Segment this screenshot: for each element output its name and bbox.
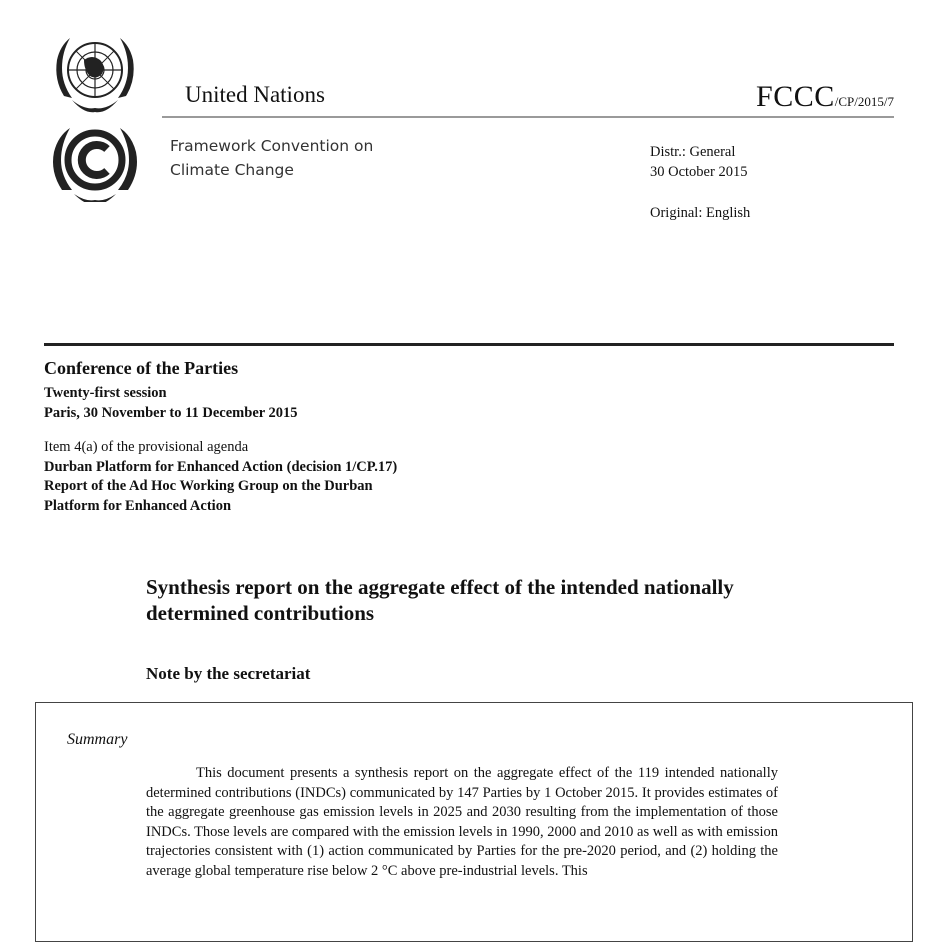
original-language: Original: English xyxy=(650,205,751,221)
distribution-block xyxy=(650,142,747,182)
summary-label: Summary xyxy=(67,731,128,748)
convention-line-1: Framework Convention on xyxy=(170,137,374,155)
symbol-sub: /CP/2015/7 xyxy=(834,94,894,109)
agenda-block xyxy=(44,438,397,516)
report-title: Synthesis report on the aggregate effect of the intended nationally determined contributions xyxy=(146,575,734,625)
session-block xyxy=(44,383,298,423)
session-place-dates: Paris, 30 November to 11 December 2015 xyxy=(44,405,298,421)
distribution: Distr.: General xyxy=(650,144,736,160)
convention-line-2: Climate Change xyxy=(170,161,294,179)
organization-name: United Nations xyxy=(185,82,325,107)
agenda-title-line-2: Report of the Ad Hoc Working Group on the Durban xyxy=(44,478,373,494)
agenda-title-line-1: Durban Platform for Enhanced Action (decision 1/CP.17) xyxy=(44,458,398,475)
un-emblem-icon xyxy=(44,30,146,116)
header-rule xyxy=(162,116,894,118)
symbol-main: FCCC xyxy=(756,80,835,113)
agenda-title-line-3: Platform for Enhanced Action xyxy=(44,497,232,514)
summary-paragraph: This document presents a synthesis report on the aggregate effect of the 119 intended nationally determined contributions (INDCs) communicated by 147 Parties by 1 October 2015. It provides estimates of the aggregate greenhouse gas emission levels in 2025 and 2030 resulting from the implementation of those INDCs. Those levels are compared with the emission levels in 1990, 2000 and 2010 as well as with emission trajectories consistent with (1) action communicated by Parties for the pre-2020 period, and (2) holding the average global temperature rise below 2 °C above pre-industrial levels. This xyxy=(146,765,778,879)
session-name: Twenty-first session xyxy=(44,385,167,401)
document-date: 30 October 2015 xyxy=(650,164,748,180)
convention-name xyxy=(170,134,373,182)
unfccc-emblem-icon xyxy=(44,120,146,202)
section-rule xyxy=(44,343,894,346)
agenda-item: Item 4(a) of the provisional agenda xyxy=(44,439,249,455)
report-note: Note by the secretariat xyxy=(146,664,311,683)
meeting-body: Conference of the Parties xyxy=(44,358,239,378)
summary-text xyxy=(146,764,778,881)
document-symbol xyxy=(756,80,894,114)
